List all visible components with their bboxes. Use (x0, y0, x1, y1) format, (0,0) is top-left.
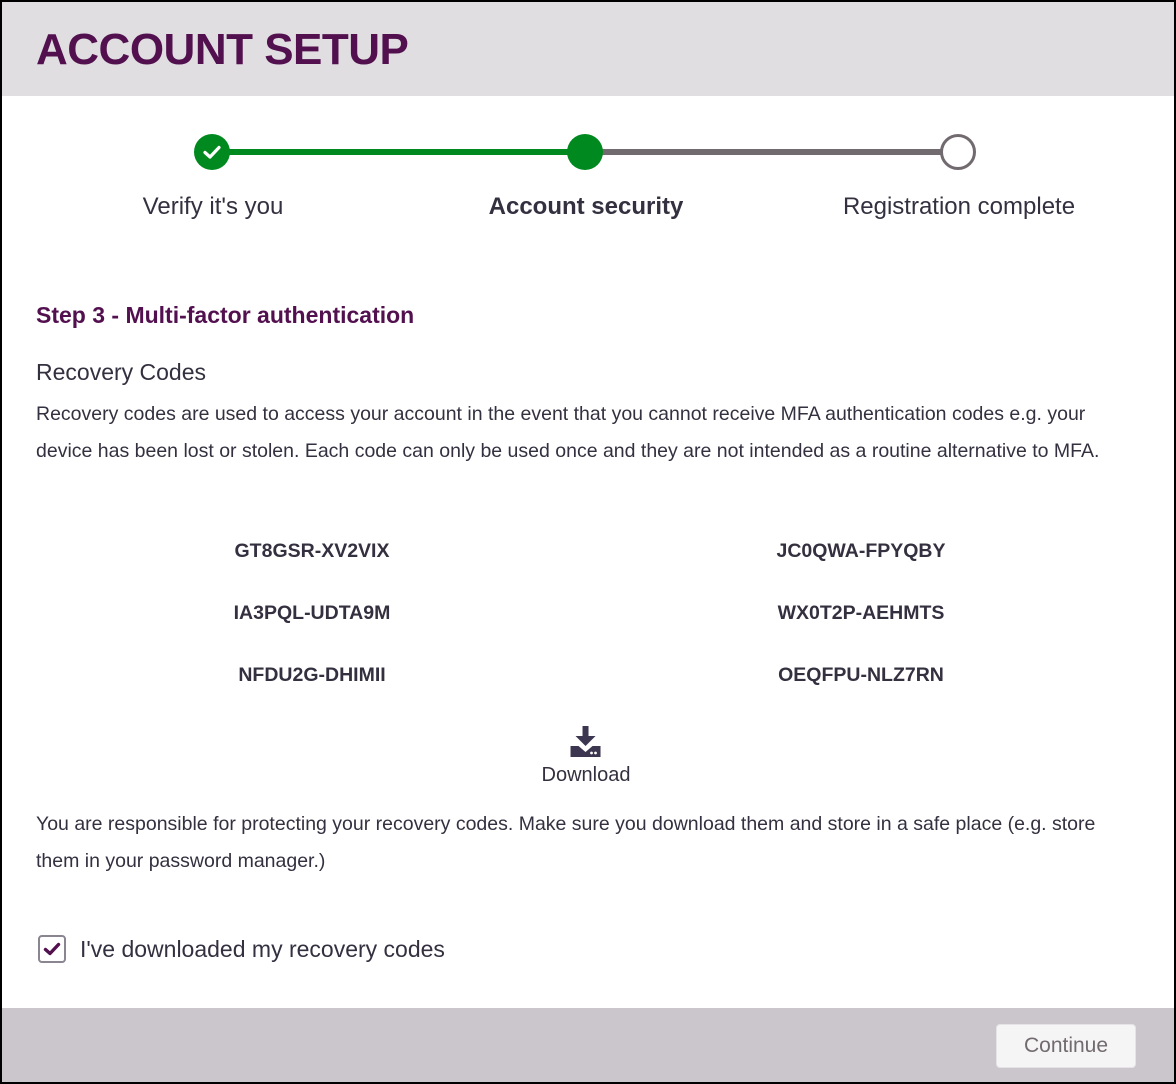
section-title: Step 3 - Multi-factor authentication (36, 302, 415, 328)
footer-bar (2, 1008, 1174, 1082)
checkmark-icon (202, 144, 222, 160)
recovery-codes-heading: Recovery Codes (36, 359, 207, 385)
recovery-code: IA3PQL-UDTA9M (233, 602, 391, 624)
recovery-code: WX0T2P-AEHMTS (777, 602, 945, 624)
responsibility-note: You are responsible for protecting your recovery codes. Make sure you download them and store in a safe place (e.g. store them in your password manager.) (36, 813, 1096, 872)
download-label: Download (541, 764, 631, 786)
progress-stepper (2, 96, 1174, 246)
progress-line-completed (214, 149, 586, 155)
account-setup-window (2, 2, 1174, 1082)
checkmark-icon (43, 942, 61, 956)
page-title: ACCOUNT SETUP (36, 25, 409, 74)
recovery-code: JC0QWA-FPYQBY (776, 540, 946, 562)
continue-button[interactable]: Continue (996, 1024, 1136, 1068)
downloaded-codes-checkbox-row[interactable] (38, 934, 445, 964)
step-node-account-security (567, 134, 603, 170)
header-bar (2, 2, 1174, 96)
step-label-account-security: Account security (488, 193, 684, 220)
step-node-verify (194, 134, 230, 170)
progress-line-remaining (586, 149, 958, 155)
step-node-registration-complete (940, 134, 976, 170)
checkbox-label: I've downloaded my recovery codes (80, 936, 445, 962)
step-label-verify: Verify it's you (142, 193, 284, 220)
step-label-registration-complete: Registration complete (842, 193, 1076, 220)
recovery-codes-description: Recovery codes are used to access your account in the event that you cannot receive MFA authentication codes e.g. your device has been lost or stolen. Each code can only be used once and they are not intended as a routine alternative to MFA. (36, 403, 1100, 462)
recovery-code: NFDU2G-DHIMII (238, 664, 386, 686)
recovery-code: OEQFPU-NLZ7RN (778, 664, 944, 686)
download-tray-icon (569, 724, 603, 758)
recovery-code: GT8GSR-XV2VIX (234, 540, 390, 562)
downloaded-codes-checkbox[interactable] (38, 935, 66, 963)
download-button[interactable] (542, 724, 631, 788)
